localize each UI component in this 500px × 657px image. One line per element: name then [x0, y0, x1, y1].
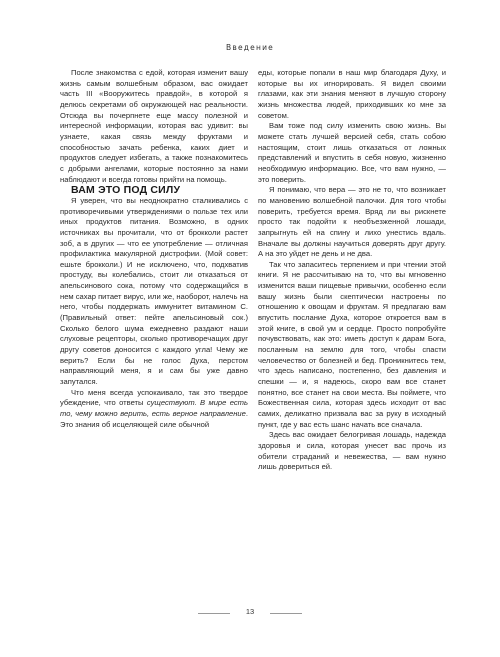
- paragraph: еды, которые попали в наш мир благодаря Духу, и которые вы их игнорировать. Я видел своими глазами, как эти знания меняют в лучшую сторону жизнь множества людей, приходивших ко мне за советом.: [258, 68, 446, 120]
- paragraph: [60, 388, 248, 431]
- paragraph: Я уверен, что вы неоднократно сталкивались с противоречивыми утверждениями о пользе тех или иных продуктов питания. Возможно, в одних источниках вы прочитали, что от брокколи растет зоб, а в других — что ее употребление — отличная профилактика макулярной дистрофии. (Мой совет: ешьте брокколи.) И не исключено, что, подхватив простуду, вы колебались, стоит ли отказаться от апельсинового сока, потому что содержащийся в нем сахар питает вирус, или же, наоборот, налечь на него, чтобы поддержать иммунитет витамином C. (Правильный ответ: пейте апельсиновый сок.) Сколько белого шума ежедневно раздают наши слуховые рецепторы, сколько противоречащих друг другу советов доносится с каждого угла! Чему же верить? Если бы не голос Духа, перстом направляющий меня, я и сам бы уже давно запутался.: [60, 195, 248, 387]
- paragraph: Здесь вас ожидает белогривая лошадь, надежда здоровья и сила, которая унесет вас прочь из обители страданий и невежества, — вам нужно лишь довериться ей.: [258, 430, 446, 472]
- paragraph: После знакомства с едой, которая изменит вашу жизнь самым волшебным образом, вас ожидает часть III «Вооружитесь правдой», в которой я делюсь секретами об окружающей нас реальности. Отсюда вы почерпнете еще массу полезной и интересной информации, которая вас удивит: вы узнаете, какая связь между фруктами и способностью зачать ребенка, каких диет и продуктов следует избегать, а также познакомитесь с добрыми ангелами, которые постоянно за нами наблюдают и всегда готовы прийти на помощь.: [60, 68, 248, 184]
- paragraph: Я понимаю, что вера — это не то, что возникает по мановению волшебной палочки. Для того чтобы поверить, требуется время. Вряд ли вы рискнете просто так подойти к необъезженной лошади, запрыгнуть ей на спину и лихо унестись вдаль. Вначале вы должны научиться доверять друг другу. А на это уйдет не день и не два.: [258, 185, 446, 259]
- paragraph: Вам тоже под силу изменить свою жизнь. Вы можете стать лучшей версией себя, стать собою настоящим, стоит лишь отказаться от ложных представлений и впустить в себя новую, жизненно необходимую информацию. Все, что вам нужно, — это поверить.: [258, 121, 446, 184]
- paragraph: Так что запаситесь терпением и при чтении этой книги. Я не рассчитываю на то, что вы мгновенно изменится ваши пищевые привычки, особенно если вашу жизнь были скептически настроены по отношению к овощам и фруктам. Я предлагаю вам впустить послание Духа, которое откроется вам в этой книге, в свой ум и сердце. Просто попробуйте почувствовать, как это: иметь доступ к дарам Бога, посланным на землю для того, чтобы спасти человечество от болезней и бед. Проникнитесь тем, что здесь написано, постепенно, без давления и спешки — и, я надеюсь, скоро вам все станет понятно, все станет на свои места. Вы поймете, что Божественная сила, которая здесь исходит от вас самих, деликатно призвала вас за руку в исходный пункт, где у вас есть шанс начать все сначала.: [258, 259, 446, 429]
- page-number: 13: [245, 607, 255, 616]
- paragraph-text: . Это знания об исцеляющей силе обычной: [60, 409, 248, 429]
- footer-rule: [270, 613, 302, 614]
- footer-rule: [198, 613, 230, 614]
- page-footer: [0, 606, 500, 620]
- running-head: Введение: [226, 43, 274, 52]
- emphasis-text: существуют. В мире есть то, чему можно верить, есть верное направление: [60, 398, 248, 418]
- section-heading: ВАМ ЭТО ПОД СИЛУ: [71, 184, 181, 197]
- paragraph-text: Что меня всегда успокаивало, так это твердое убеждение, что ответы: [60, 387, 248, 408]
- right-column: [258, 68, 446, 473]
- left-column: [60, 68, 248, 430]
